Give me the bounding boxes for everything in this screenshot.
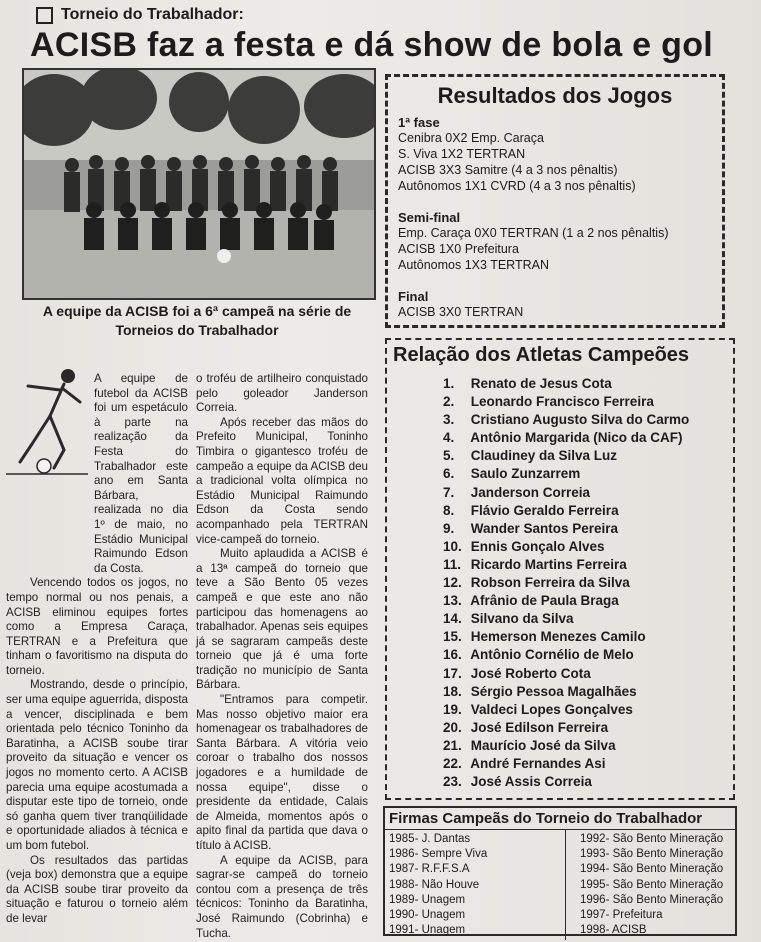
paragraph: Muito aplaudida a ACISB é a 13ª campeã do torneio que teve a São Bento 05 vezes campeã e que este ano não participou das homenagens ao trabalhador. Apenas seis equipes já se sagraram campeãs deste torneio que já é uma forte tradição no município de Santa Bárbara. <box>196 547 368 692</box>
team-photo <box>22 68 376 300</box>
athlete-list <box>443 375 733 791</box>
athlete-number: 3. <box>443 412 455 428</box>
paragraph: Vencendo todos os jogos, no tempo normal ou nos penais, a ACISB eliminou equipes fortes como a Empresa Caraça, TERTRAN e a Prefeitura que tinham o favoritismo na disputa do torneio. <box>6 576 188 677</box>
athlete-item <box>443 520 733 538</box>
firm-entry: 1998- ACISB <box>580 924 647 937</box>
phase-label: 1ª fase <box>398 115 440 130</box>
firms-column-left <box>385 830 566 940</box>
athletes-box <box>385 338 735 800</box>
athlete-item <box>443 393 733 411</box>
article-column-1 <box>6 372 188 927</box>
athlete-item <box>443 773 733 791</box>
athlete-number: 13. <box>443 593 462 609</box>
athlete-item <box>443 484 733 502</box>
kicker-text: Torneio do Trabalhador: <box>61 6 244 23</box>
checkbox-icon <box>36 7 53 24</box>
firm-entry: 1992- São Bento Mineração <box>580 833 724 845</box>
athlete-number: 10. <box>443 538 462 554</box>
athlete-name: Claudiney da Silva Luz <box>470 448 618 464</box>
firm-entry: 1996- São Bento Mineração <box>580 893 724 906</box>
athlete-number: 4. <box>443 430 455 446</box>
firm-entry: 1994- São Bento Mineração <box>580 863 724 876</box>
athlete-number: 15. <box>443 629 462 645</box>
athlete-name: Antônio Cornélio de Melo <box>470 647 634 663</box>
athlete-item <box>443 556 733 574</box>
athlete-name: Hemerson Menezes Camilo <box>470 629 646 645</box>
match-result: Cenibra 0X2 Emp. Caraça <box>398 131 544 145</box>
athlete-number: 17. <box>443 665 462 681</box>
athlete-name: Cristiano Augusto Silva do Carmo <box>470 412 690 428</box>
athlete-name: André Fernandes Asi <box>470 755 606 771</box>
firm-entry: 1990- Unagem <box>389 909 466 922</box>
firm-entry: 1997- Prefeitura <box>580 909 663 922</box>
firms-box <box>383 806 737 936</box>
athlete-number: 23. <box>443 774 462 790</box>
match-result: Emp. Caraça 0X0 TERTRAN (1 a 2 nos pênaltis) <box>398 226 669 240</box>
match-result: Autônomos 1X1 CVRD (4 a 3 nos pênaltis) <box>398 179 636 193</box>
athlete-number: 18. <box>443 683 462 699</box>
athlete-item <box>443 683 733 701</box>
athlete-item <box>443 429 733 447</box>
athletes-title: Relação dos Atletas Campeões <box>393 344 690 366</box>
athlete-number: 21. <box>443 737 462 753</box>
match-result: ACISB 3X3 Samitre (4 a 3 nos pênaltis) <box>398 163 618 177</box>
athlete-item <box>443 701 733 719</box>
athlete-item <box>443 646 733 664</box>
firm-entry: 1989- Unagem <box>389 893 466 906</box>
paragraph: Mostrando, desde o princípio, ser uma equipe aguerrida, disposta a vencer, disciplinada e bem orientada pelo técnico Toninho da Baratinha, a ACISB soube tirar proveito da situação e vencer os jogos no momento certo. A ACISB parecia uma equipe acostumada a disputar este tipo de torneio, onde só ganha quem tiver tranqüilidade e oportunidade aliados à técnica e um bom futebol. <box>6 678 188 852</box>
match-result: ACISB 3X0 TERTRAN <box>398 305 524 319</box>
match-result: ACISB 1X0 Prefeitura <box>398 242 519 256</box>
athlete-name: José Assis Correia <box>470 774 592 790</box>
athlete-item <box>443 719 733 737</box>
athlete-number: 8. <box>443 502 455 518</box>
athlete-number: 20. <box>443 719 462 735</box>
athlete-name: Leonardo Francisco Ferreira <box>470 394 654 410</box>
paragraph: Os resultados das partidas (veja box) demonstra que a equipe da ACISB soube tirar proveito da situação e faturou o torneio além de levar <box>6 853 188 925</box>
athlete-number: 5. <box>443 448 455 464</box>
firms-column-right <box>566 830 735 940</box>
athlete-number: 6. <box>443 466 455 482</box>
article-headline: ACISB faz a festa e dá show de bola e gol <box>30 26 714 64</box>
paragraph: A equipe da ACISB, para sagrar-se campeã do torneio contou com a presença de três técnicos: Toninho da Baratinha, José Raimundo (Cobrinha) e Tucha. <box>196 853 368 940</box>
photo-caption: A equipe da ACISB foi a 6ª campeã na série de Torneios do Trabalhador <box>42 303 352 338</box>
athlete-name: Renato de Jesus Cota <box>470 376 612 391</box>
athlete-item <box>443 411 733 429</box>
firm-entry: 1985- J. Dantas <box>389 833 471 845</box>
firm-entry: 1987- R.F.F.S.A <box>389 863 470 876</box>
firm-entry: 1993- São Bento Mineração <box>580 848 724 861</box>
firms-title: Firmas Campeãs do Torneio do Trabalhador <box>385 808 735 830</box>
athlete-number: 22. <box>443 755 462 771</box>
athlete-number: 2. <box>443 394 455 410</box>
paragraph: o troféu de artilheiro conquistado pelo goleador Janderson Correia. <box>196 372 368 415</box>
athlete-item <box>443 375 733 393</box>
article-kicker <box>36 6 244 24</box>
athlete-name: Saulo Zunzarrem <box>470 466 581 482</box>
athlete-name: Wander Santos Pereira <box>470 520 619 536</box>
athlete-item <box>443 737 733 755</box>
athlete-number: 16. <box>443 647 462 663</box>
athlete-number: 14. <box>443 611 462 627</box>
match-result: S. Viva 1X2 TERTRAN <box>398 147 526 161</box>
athlete-name: Flávio Geraldo Ferreira <box>470 502 619 518</box>
article-column-2 <box>196 372 368 941</box>
athlete-item <box>443 592 733 610</box>
results-box <box>385 74 725 328</box>
athlete-number: 7. <box>443 484 455 500</box>
athlete-name: Valdeci Lopes Gonçalves <box>470 701 633 717</box>
phase-label: Semi-final <box>398 210 461 225</box>
athlete-name: Silvano da Silva <box>470 611 574 627</box>
athlete-name: José Roberto Cota <box>470 665 591 681</box>
athlete-name: Janderson Correia <box>470 484 591 500</box>
athlete-name: Antônio Margarida (Nico da CAF) <box>470 430 683 446</box>
athlete-item <box>443 665 733 683</box>
athlete-number: 9. <box>443 520 455 536</box>
athlete-item <box>443 538 733 556</box>
athlete-number: 19. <box>443 701 462 717</box>
athlete-number: 12. <box>443 575 462 591</box>
athlete-item <box>443 502 733 520</box>
athlete-number: 1. <box>443 376 455 391</box>
firm-entry: 1991- Unagem <box>389 924 466 937</box>
paragraph: "Entramos para competir. Mas nosso objetivo maior era homenagear os trabalhadores de Santa Bárbara. A vitória veio coroar o trabalho dos nossos jogadores e a humildade de nossa equipe", disse o presidente da entidade, Calais de Almeida, momentos após o apito final da partida que dava o título à ACISB. <box>196 693 368 852</box>
athlete-item <box>443 610 733 628</box>
paragraph: A equipe de futebol da ACISB foi um espetáculo à parte na realização da Festa do Trabalhador este ano em Santa Bárbara, realizada no dia 1º de maio, no Estádio Municipal Raimundo Edson da Costa. <box>94 372 188 575</box>
match-result: Autônomos 1X3 TERTRAN <box>398 258 549 272</box>
athlete-item <box>443 574 733 592</box>
athlete-name: Maurício José da Silva <box>470 737 616 753</box>
athlete-name: Robson Ferreira da Silva <box>470 575 630 591</box>
athlete-item <box>443 447 733 465</box>
athlete-number: 11. <box>443 556 462 572</box>
athlete-name: Ennis Gonçalo Alves <box>470 538 605 554</box>
phase-label: Final <box>398 289 429 304</box>
results-title: Resultados dos Jogos <box>437 83 673 108</box>
paragraph: Após receber das mãos do Prefeito Municipal, Toninho Timbira o gigantesco troféu de campeão a equipe da ACISB deu a tradicional volta olímpica no Estádio Municipal Raimundo Edson da Costa sendo acompanhado pela TERTRAN vice-campeã do torneio. <box>196 415 368 546</box>
athlete-name: José Edilson Ferreira <box>470 719 609 735</box>
athlete-name: Ricardo Martins Ferreira <box>470 556 627 572</box>
athlete-item <box>443 755 733 773</box>
firm-entry: 1988- Não Houve <box>389 878 480 891</box>
firm-entry: 1986- Sempre Viva <box>389 848 488 861</box>
athlete-item <box>443 465 733 483</box>
athlete-name: Sérgio Pessoa Magalhães <box>470 683 637 699</box>
athlete-item <box>443 628 733 646</box>
firm-entry: 1995- São Bento Mineração <box>580 878 724 891</box>
athlete-name: Afrânio de Paula Braga <box>470 593 619 609</box>
